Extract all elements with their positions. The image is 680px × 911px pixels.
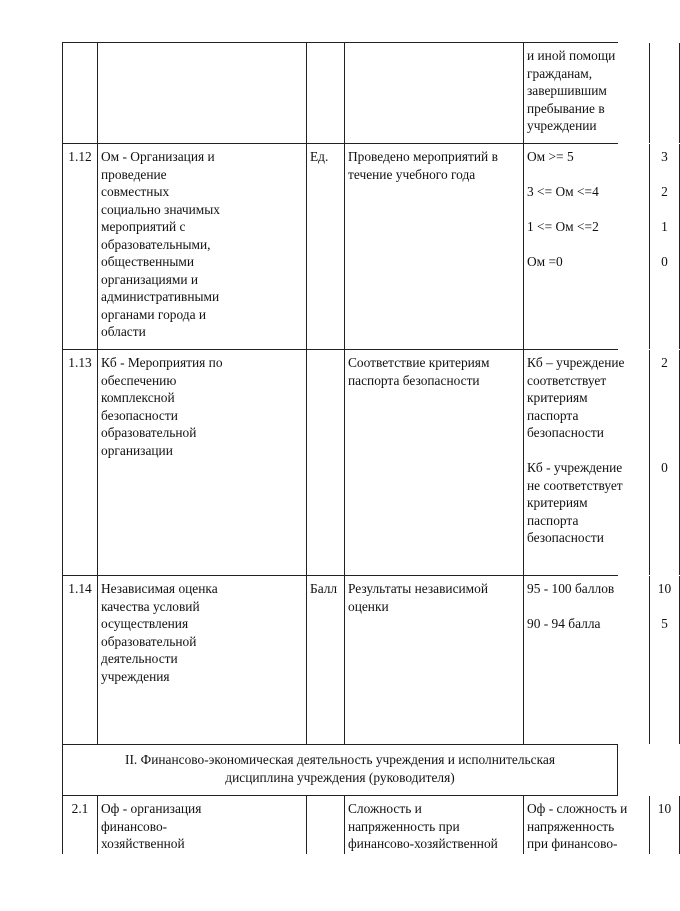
section-header — [63, 745, 618, 796]
criterion-cell — [98, 43, 307, 143]
indicator-cell: Результаты независимой оценки — [345, 576, 524, 744]
values-cell: Кб – учреждение соответствует критериям паспорта безопасности Кб - учреждение не соответствует критериям паспорта безопасности — [524, 350, 650, 575]
values-cell: 95 - 100 баллов 90 - 94 балла — [524, 576, 650, 744]
row-number: 1.14 — [63, 576, 98, 744]
row-number: 1.13 — [63, 350, 98, 575]
criterion-cell: Кб - Мероприятия по обеспечению комплексной безопасности образовательной организации — [98, 350, 307, 575]
values-cell: и иной помощи гражданам, завершившим пребывание в учреждении — [524, 43, 650, 143]
points-cell: 10 5 — [650, 576, 680, 744]
points-cell: 2 0 — [650, 350, 680, 575]
indicator-cell: Соответствие критериям паспорта безопасности — [345, 350, 524, 575]
indicator-cell: Проведено мероприятий в течение учебного года — [345, 144, 524, 349]
table-row — [63, 144, 668, 350]
table-row — [63, 796, 672, 854]
criteria-table — [62, 42, 672, 854]
points-cell: 10 — [650, 796, 680, 854]
row-number: 2.1 — [63, 796, 98, 854]
row-number — [63, 43, 98, 143]
values-cell: Оф - сложность и напряженность при финансово- — [524, 796, 650, 854]
criterion-cell: Оф - организация финансово- хозяйственной — [98, 796, 307, 854]
table-row — [63, 350, 668, 576]
points-cell: 3 2 1 0 — [650, 144, 680, 349]
unit-cell — [307, 350, 345, 575]
indicator-cell: Сложность и напряженность при финансово-хозяйственной — [345, 796, 524, 854]
points-cell — [650, 43, 680, 143]
criterion-cell: Ом - Организация и проведение совместных социально значимых мероприятий с образовательными, общественными организациями и административными органами города и области — [98, 144, 307, 349]
unit-cell: Балл — [307, 576, 345, 744]
values-cell: Ом >= 5 3 <= Ом <=4 1 <= Ом <=2 Ом =0 — [524, 144, 650, 349]
criterion-cell: Независимая оценка качества условий осуществления образовательной деятельности учреждения — [98, 576, 307, 744]
table-row — [63, 576, 672, 745]
indicator-cell — [345, 43, 524, 143]
unit-cell — [307, 796, 345, 854]
table-row — [63, 43, 618, 144]
section-title-line-2: дисциплина учреждения (руководителя) — [225, 769, 455, 785]
unit-cell: Ед. — [307, 144, 345, 349]
unit-cell — [307, 43, 345, 143]
section-title-line-1: II. Финансово-экономическая деятельность учреждения и исполнительская — [125, 752, 555, 767]
row-number: 1.12 — [63, 144, 98, 349]
